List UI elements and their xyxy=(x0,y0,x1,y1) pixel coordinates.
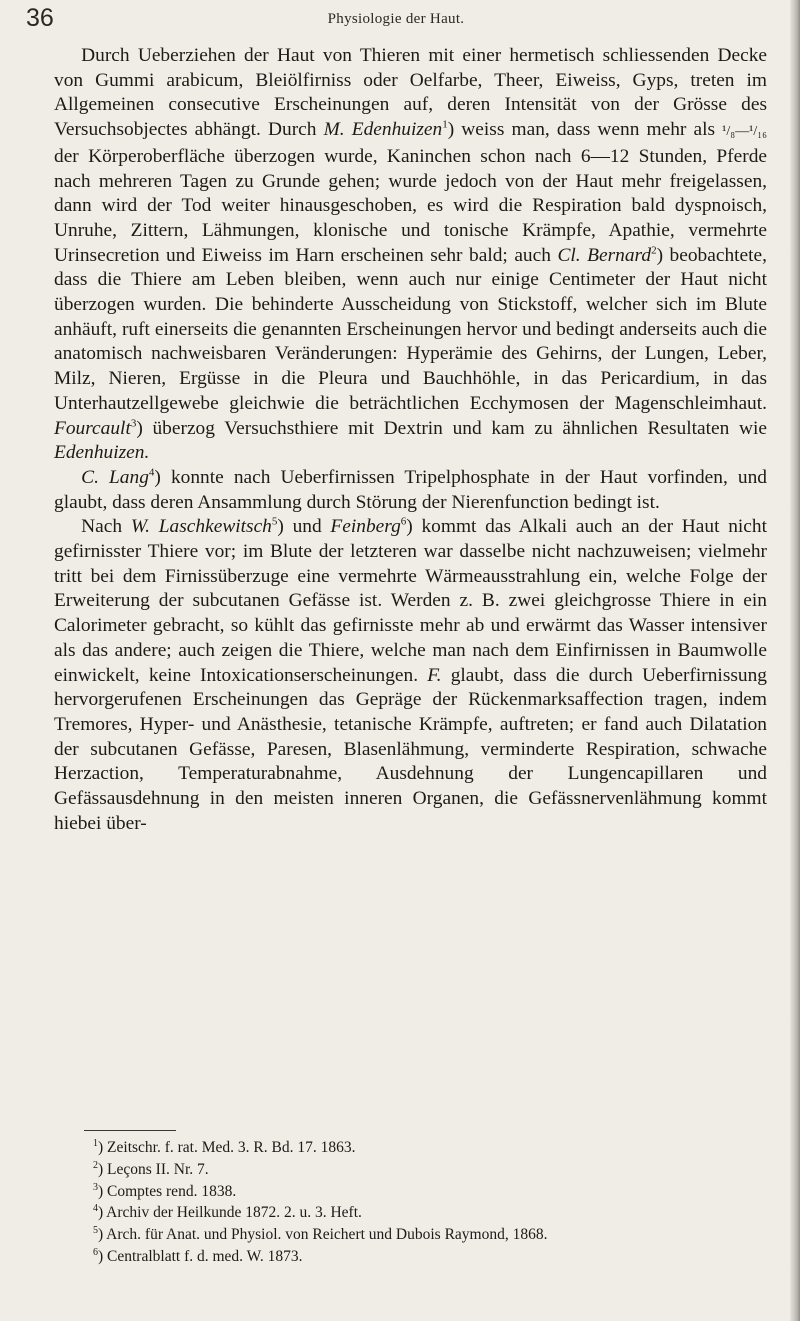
footnote xyxy=(93,1202,753,1224)
footnote xyxy=(93,1181,753,1203)
body-text xyxy=(54,44,767,837)
footnote-marker: 5 xyxy=(93,1225,98,1237)
footnote xyxy=(93,1137,753,1159)
page-number: 36 xyxy=(26,4,54,32)
footnote-ref: 2 xyxy=(651,244,657,257)
footnote-ref: 1 xyxy=(442,118,448,131)
paragraph-text: ) und xyxy=(277,516,331,538)
footnote-marker: 6 xyxy=(93,1246,98,1258)
author-name: M. Edenhuizen xyxy=(323,119,443,141)
footnote-ref: 6 xyxy=(400,515,407,528)
footnote-ref: 3 xyxy=(130,417,137,430)
fraction: ¹/₈—¹/₁₆ xyxy=(722,124,767,140)
paragraph-3 xyxy=(54,515,767,836)
paragraph-text: ) beobachtete, dass die Thiere am Leben bleiben, wenn auch nur einige Centimeter der Haut nicht überzogen wurden. Die behinderte Ausscheidung von Stickstoff, welcher sich im Blute anhäuft, ruft einerseits die genannten Erscheinungen hervor und bedingt anderseits auch die anatomisch nachweisbaren Veränderungen: Hyperämie des Gehirns, der Lungen, Leber, Milz, Nieren, Ergüsse in die Pleura und Bauchhöhle, in das Pericardium, in das Unterhautzellgewebe gleichwie die beträchtlichen Ecchymosen der Magenschleimhaut. xyxy=(54,244,767,414)
author-name: Cl. Bernard xyxy=(557,244,652,266)
footnote-marker: 1 xyxy=(93,1137,98,1149)
footnote-text: ) Leçons II. Nr. 7. xyxy=(98,1160,209,1178)
author-name: W. Laschkewitsch xyxy=(130,516,272,538)
paragraph-text: ) überzog Versuchsthiere mit Dextrin und kam zu ähnlichen Resultaten wie xyxy=(136,417,767,439)
paragraph-text: Durch Ueberziehen der Haut von Thieren mit einer hermetisch schliessenden Decke von Gummi arabicum, Bleiölfirniss oder Oelfarbe, Theer, Eiweiss, Gyps, treten im Allgemeinen consecutive Erscheinungen auf, deren Intensität von der Grösse des Versuchsobjectes abhängt. Durch xyxy=(54,45,767,141)
footnote xyxy=(93,1224,753,1246)
footnote xyxy=(93,1246,753,1268)
paragraph-text: ) weiss man, dass wenn mehr als xyxy=(447,119,723,141)
paragraph-text: der Körperoberfläche überzogen wurde, Kaninchen schon nach 6—12 Stunden, Pferde nach mehreren Tagen zu Grunde gehen; wurde jedoch von der Haut mehr freigelassen, dann wird der Tod weiter hinausgeschoben, es wird die Respiration bald dyspnoisch, Unruhe, Zittern, Lähmungen, klonische und tonische Krämpfe, Apathie, vermehrte Urinsecretion und Eiweiss im Harn erscheinen sehr bald; auch xyxy=(54,145,767,266)
footnote-marker: 4 xyxy=(93,1203,98,1215)
author-name: F. xyxy=(427,664,442,686)
footnote-text: ) Centralblatt f. d. med. W. 1873. xyxy=(98,1247,303,1265)
footnote-text: ) Archiv der Heilkunde 1872. 2. u. 3. Heft. xyxy=(98,1204,362,1222)
footnote-text: ) Arch. für Anat. und Physiol. von Reichert und Dubois Raymond, 1868. xyxy=(98,1226,548,1244)
paragraph-2 xyxy=(54,466,767,515)
paragraph-text: Nach xyxy=(81,516,131,538)
footnote-text: ) Comptes rend. 1838. xyxy=(98,1182,237,1200)
page-header xyxy=(26,4,766,40)
footnote-marker: 3 xyxy=(93,1181,98,1193)
running-head: Physiologie der Haut. xyxy=(327,11,465,27)
paragraph-text: glaubt, dass die durch Ueberfirnissung hervorgerufenen Erscheinungen das Gepräge der Rückenmarksaffection tragen, indem Tremores, Hyper- und Anästhesie, tetanische Krämpfe, auftreten; er fand auch Dilatation der subcutanen Gefässe, Paresen, Blasenlähmung, verminderte Respiration, schwache Herzaction, Temperaturabnahme, Ausdehnung der Lungencapillaren und Gefässausdehnung in den meisten inneren Organen, die Gefässnervenlähmung kommt hiebei über- xyxy=(54,664,767,834)
footnote-marker: 2 xyxy=(93,1159,98,1171)
footnote-ref: 5 xyxy=(271,515,278,528)
author-name: C. Lang xyxy=(81,466,149,488)
page-edge-shadow xyxy=(790,0,800,1321)
footnote-divider xyxy=(84,1130,176,1131)
paragraph-text: ) kommt das Alkali auch an der Haut nicht gefirnisster Thiere vor; im Blute der letzteren war dasselbe nicht nachzuweisen; vielmehr tritt bei dem Firnissüberzuge eine vermehrte Wärmeausstrahlung ein, welche Folge der Erweiterung der subcutanen Gefässe ist. Werden z. B. zwei gleichgrosse Thiere in ein Calorimeter gebracht, so kühlt das gefirnisste mehr ab und erwärmt das Wasser intensiver als das andere; auch zeigen die Thiere, welche man nach dem Einfirnissen in Baumwolle einwickelt, keine Intoxicationserscheinungen. xyxy=(54,516,767,686)
footnote-text: ) Zeitschr. f. rat. Med. 3. R. Bd. 17. 1863. xyxy=(98,1139,356,1156)
paragraph-1 xyxy=(54,44,767,466)
footnote xyxy=(93,1159,753,1181)
footnote-ref: 4 xyxy=(148,466,155,479)
author-name: Fourcault xyxy=(54,417,131,439)
author-name: Edenhuizen. xyxy=(54,442,150,464)
author-name: Feinberg xyxy=(330,516,401,538)
paragraph-text: ) konnte nach Ueberfirnissen Tripelphosphate in der Haut vorfinden, und glaubt, dass deren Ansammlung durch Störung der Nierenfunction bedingt ist. xyxy=(54,466,768,513)
footnotes xyxy=(93,1137,753,1268)
